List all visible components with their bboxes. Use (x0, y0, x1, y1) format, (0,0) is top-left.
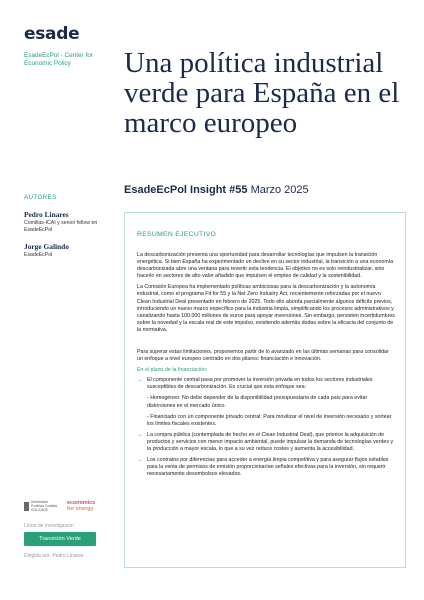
ee-logo-line1: economics (67, 500, 96, 507)
series-label: EsadeEcPol Insight #55 (124, 184, 248, 196)
sub-point: - Financiado con un componente privado central: Para movilizar el nivel de inversión necesario y sortear los límites fiscales existentes. (147, 413, 392, 427)
arrow-right-icon: → (137, 377, 143, 384)
author-role: Comillas-ICAI y senior fellow en EsadeEcPol (24, 220, 98, 233)
summary-heading: RESUMEN EJECUTIVO (137, 231, 217, 238)
publication-meta (124, 184, 309, 196)
bullet-text: Los contratos por diferencias para acceder a energía limpia competitiva y para asegurar flujos estables para la venta de permisos de emisión proporcionarían señales efectivas para la inversión, sin requerir necesariamente desembolsos elevados. (147, 457, 389, 478)
author-entry (24, 210, 118, 234)
author-name: Jorge Galindo (24, 242, 69, 251)
author-name: Pedro Linares (24, 210, 69, 219)
bullet-text: La compra pública (contemplada de hecho en el Clean Industrial Deal), que priorice la adquisición de productos y servicios con menor impacto ambiental, puede impulsar la demanda de tecnologías verdes y la producción a mayor escala, lo que a su vez reduce costes y aumenta la accesibilidad. (147, 431, 394, 452)
financing-subheading: En el plano de la financiación: (137, 367, 208, 374)
research-line-button[interactable]: Transición Verde (24, 532, 96, 546)
author-entry (24, 242, 118, 259)
university-crest-icon (24, 502, 29, 511)
summary-paragraph: La Comisión Europea ha implementado políticas ambiciosas para la descarbonización y la autonomía industrial, como el programa Fit for 55 y la Net Zero Industry Act, recientemente reforzadas por el nuevo Clean Industrial Deal presentado en febrero de 2025. Todo ello aborda parcialmente algunos déficits previos, introduciendo un nuevo marco específico para la industria limpia, simplificando los procesos administrativos y canalizando hasta 100.000 millones de euros para apoyar inversiones. Sin embargo, persisten incertidumbres sobre la novedad y la escala real de este impulso, existiendo además dudas sobre la eficacia del conjunto de la normativa. (137, 284, 395, 333)
research-director: Dirigida por: Pedro Linares (24, 553, 84, 559)
comillas-logo (24, 501, 61, 512)
bullet-item (137, 432, 395, 453)
executive-summary (124, 212, 406, 568)
summary-paragraph: Para superar estas limitaciones, proponemos partir de lo avanzado en las últimas semanas para consolidar un enfoque a nivel europeo centrado en dos pilares: financiación e innovación. (137, 349, 389, 363)
bullet-item (137, 377, 395, 391)
esade-logo: esade (24, 24, 80, 44)
document-title: Una política industrial verde para España en el marco europeo (124, 47, 400, 139)
sidebar (24, 24, 116, 68)
publication-date: Marzo 2025 (250, 184, 309, 196)
bullet-item (137, 457, 395, 478)
partner-logos (24, 501, 120, 512)
ee-logo-line2: for energy (67, 505, 94, 512)
economics-for-energy-logo (67, 501, 95, 512)
university-name: Universidad Pontificia Comillas ICAI ICADE (31, 500, 58, 512)
research-line-label: Línea de investigación (24, 523, 74, 529)
authors-heading: AUTORES (24, 194, 57, 201)
center-name: EsadeEcPol - Center for Economic Policy (24, 52, 93, 67)
arrow-right-icon: → (137, 457, 143, 464)
sub-point: - Homogéneo: No debe depender de la disponibilidad presupuestaria de cada país para evitar distorsiones en el mercado único. (147, 395, 368, 409)
arrow-right-icon: → (137, 431, 143, 438)
bullet-text: El componente central pasa por promover la inversión privada en todos los sectores industriales susceptibles de descarbonización. Es crucial que esta enfoque sea: (147, 377, 373, 391)
author-role: EsadeEcPol (24, 252, 53, 258)
summary-paragraph: La descarbonización presenta una oportunidad para desarrollar tecnologías que impulsen la transición energética. Si bien España ha experimentado un declive en su sector industrial, la transición a una economía descarbonizada abre una ventana para revertir esta tendencia. El objetivo no es solo reindustrializar, sino hacerlo en sectores de alto valor añadido que impulsen el empleo de calidad y la sostenibilidad. (137, 252, 394, 280)
